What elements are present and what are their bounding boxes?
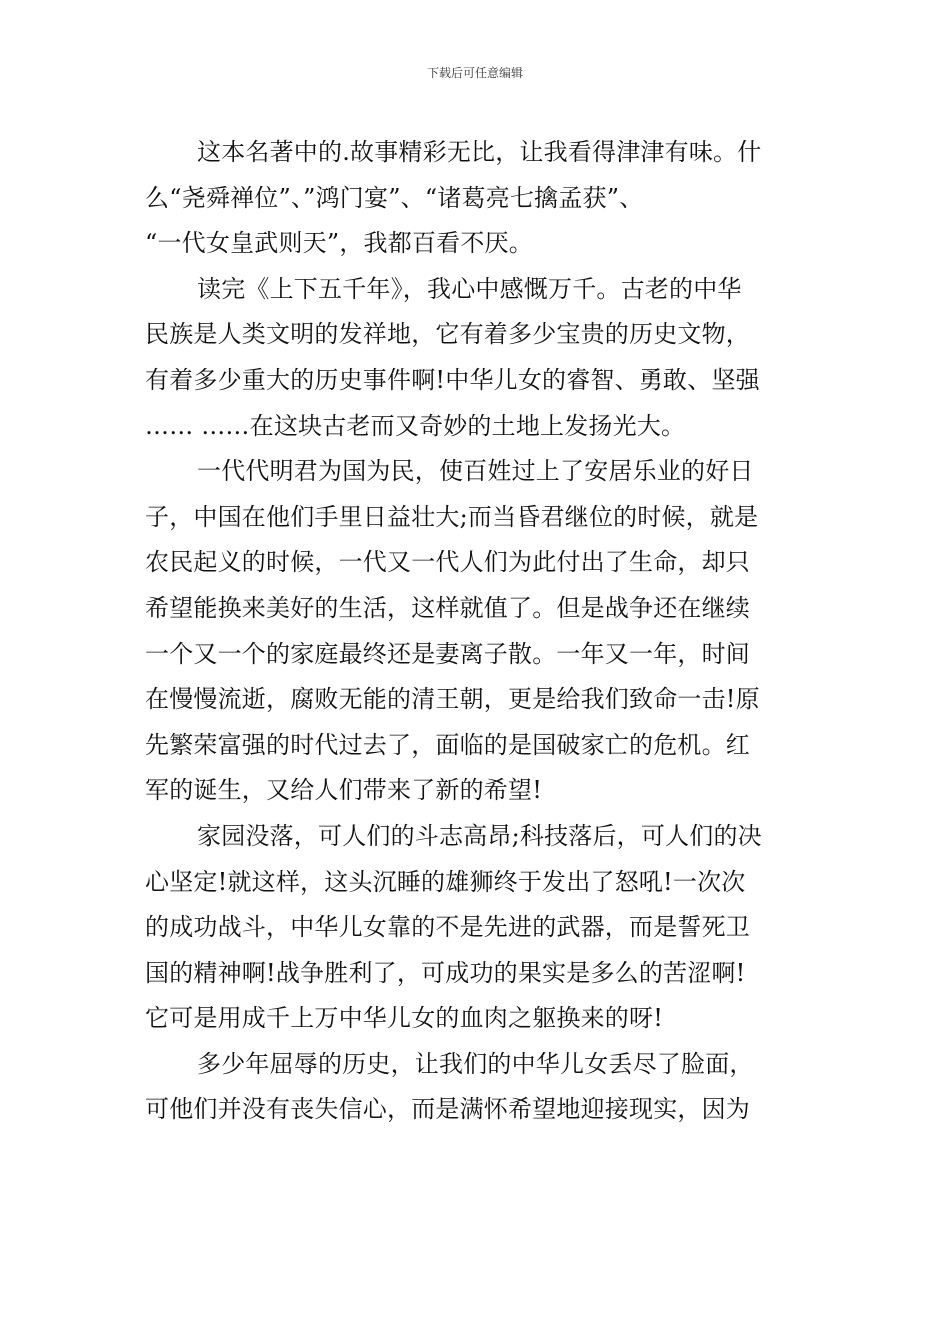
- paragraph-line: 民族是人类文明的发祥地，它有着多少宝贵的历史文物，: [145, 320, 750, 349]
- paragraph-line: 希望能换来美好的生活，这样就值了。但是战争还在继续: [145, 593, 750, 622]
- paragraph-line: 农民起义的时候，一代又一代人们为此付出了生命，却只: [145, 548, 750, 577]
- paragraph-line: 在慢慢流逝，腐败无能的清王朝，更是给我们致命一击!原: [145, 685, 760, 714]
- paragraph-line: 么“尧舜禅位”、”鸿门宴”、“诸葛亮七擒孟获”、: [145, 183, 644, 212]
- paragraph-line: 心坚定!就这样，这头沉睡的雄狮终于发出了怒吼!一次次: [145, 867, 746, 896]
- document-body: [145, 130, 810, 1133]
- paragraph-line: 一个又一个的家庭最终还是妻离子散。一年又一年，时间: [145, 639, 750, 668]
- paragraph-line: 多少年屈辱的历史，让我们的中华儿女丢尽了脸面，: [197, 1049, 754, 1078]
- paragraph-1: [145, 130, 810, 267]
- paragraph-line: 家园没落，可人们的斗志高昂;科技落后，可人们的决: [197, 821, 762, 850]
- paragraph-4: [145, 814, 810, 1042]
- paragraph-line: 子，中国在他们手里日益壮大;而当昏君继位的时候，就是: [145, 502, 759, 531]
- paragraph-3: [145, 449, 810, 814]
- paragraph-line: 它可是用成千上万中华儿女的血肉之躯换来的呀!: [145, 1004, 664, 1033]
- paragraph-line: 国的精神啊!战争胜利了，可成功的果实是多么的苦涩啊!: [145, 958, 746, 987]
- paragraph-line: 可他们并没有丧失信心，而是满怀希望地迎接现实，因为: [145, 1095, 750, 1124]
- paragraph-line: 这本名著中的.故事精彩无比，让我看得津津有味。什: [197, 138, 762, 166]
- paragraph-line: “一代女皇武则天”，我都百看不厌。: [145, 229, 533, 258]
- page-header: 下载后可任意编辑: [426, 66, 523, 80]
- paragraph-line: 有着多少重大的历史事件啊!中华儿女的睿智、勇敢、坚强: [145, 365, 760, 394]
- paragraph-line: …… ……在这块古老而又奇妙的土地上发扬光大。: [145, 411, 686, 440]
- paragraph-5: [145, 1042, 810, 1133]
- paragraph-line: 的成功战斗，中华儿女靠的不是先进的武器，而是誓死卫: [145, 913, 750, 942]
- paragraph-line: 一代代明君为国为民，使百姓过上了安居乐业的好日: [197, 457, 754, 486]
- paragraph-line: 读完《上下五千年》，我心中感慨万千。古老的中华: [197, 274, 742, 303]
- paragraph-line: 先繁荣富强的时代过去了，面临的是国破家亡的危机。红: [145, 730, 750, 759]
- paragraph-line: 军的诞生，又给人们带来了新的希望!: [145, 776, 543, 805]
- paragraph-2: [145, 267, 810, 449]
